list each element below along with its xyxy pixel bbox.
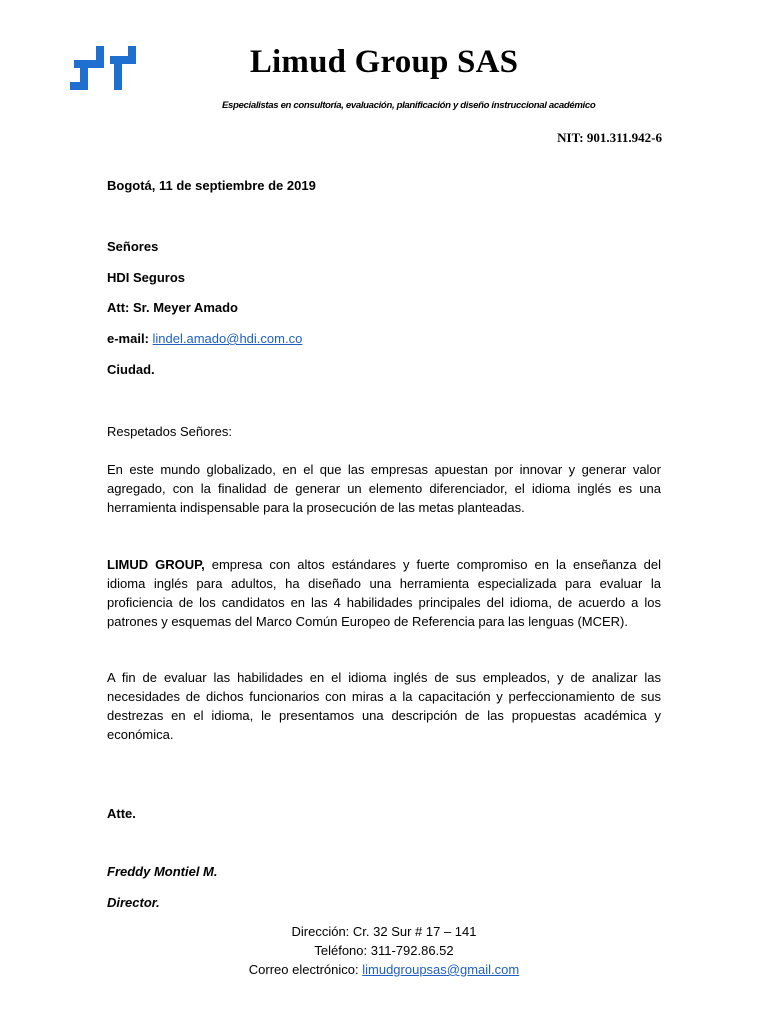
recipient-attention: Att: Sr. Meyer Amado	[107, 300, 238, 315]
recipient-city: Ciudad.	[107, 362, 155, 377]
paragraph-1: En este mundo globalizado, en el que las empresas apuestan por innovar y generar valor agregado, con la finalidad de generar un elemento diferenciador, el idioma inglés es una herramienta indispensable para la prosecución de las metas planteadas.	[107, 462, 661, 515]
paragraph-2	[107, 555, 661, 631]
recipient-email-label: e-mail:	[107, 331, 149, 346]
signer-title: Director.	[107, 895, 160, 910]
letter-date: Bogotá, 11 de septiembre de 2019	[107, 178, 316, 193]
recipient-company: HDI Seguros	[107, 270, 186, 285]
company-name: Limud Group SAS	[249, 44, 519, 80]
footer-email-label: Correo electrónico:	[248, 962, 363, 977]
salutation: Respetados Señores:	[107, 424, 233, 439]
footer-email-row	[0, 960, 768, 979]
paragraph-2-lead: LIMUD GROUP,	[107, 557, 205, 572]
company-tagline: Especialistas en consultoría, evaluación, planificación y diseño instruccional académico	[222, 100, 596, 111]
signer-name: Freddy Montiel M.	[107, 864, 218, 879]
recipient-email-row	[107, 331, 302, 346]
paragraph-2-body: empresa con altos estándares y fuerte compromiso en la enseñanza del idioma inglés para adultos, ha diseñado una herramienta especializada para evaluar la proficiencia de los candidatos en las 4 habilidades principales del idioma, de acuerdo a los patrones y esquemas del Marco Común Europeo de Referencia para las lenguas (MCER).	[107, 557, 661, 629]
paragraph-3: A fin de evaluar las habilidades en el idioma inglés de sus empleados, y de analizar las necesidades de dichos funcionarios con miras a la capacitación y perfeccionamiento de sus destrezas en el idioma, le presentamos una descripción de las propuestas académica y económica.	[107, 670, 661, 742]
footer-phone: Teléfono: 311-792.86.52	[314, 943, 454, 958]
company-nit: NIT: 901.311.942-6	[557, 130, 662, 145]
recipient-email-link[interactable]: lindel.amado@hdi.com.co	[152, 331, 303, 346]
closing: Atte.	[107, 806, 136, 821]
footer-email-link[interactable]: limudgroupsas@gmail.com	[362, 962, 520, 977]
footer-address: Dirección: Cr. 32 Sur # 17 – 141	[291, 924, 477, 939]
recipient-line1: Señores	[107, 239, 159, 254]
